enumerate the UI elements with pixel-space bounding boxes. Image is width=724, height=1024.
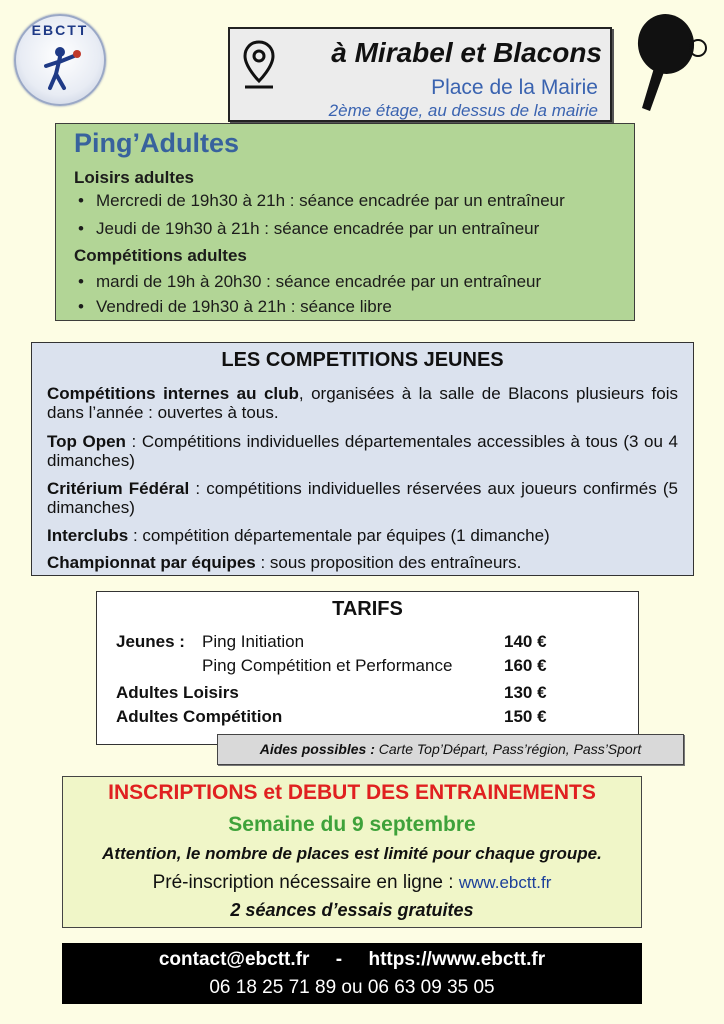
aides-box [217, 734, 684, 765]
contact-email[interactable]: contact@ebctt.fr [158, 949, 310, 970]
competitions-item: • mardi de 19h à 20h30 : séance encadrée par un entraîneur [96, 272, 541, 292]
preinscription-text: Pré-inscription nécessaire en ligne : [152, 872, 459, 893]
contact-separator: - [335, 949, 343, 970]
youth-item [47, 432, 678, 470]
competitions-item: • Vendredi de 19h30 à 21h : séance libre [96, 297, 392, 317]
youth-item-text: , organisées à la salle de Blacons plusieurs fois dans l’année : ouvertes à tous. [47, 384, 678, 422]
youth-item [47, 479, 678, 517]
tarif-label: Ping Initiation [202, 632, 305, 651]
free-sessions: 2 séances d’essais gratuites [230, 900, 474, 920]
tarifs-title: TARIFS [332, 598, 403, 620]
preinscription-link[interactable]: www.ebctt.fr [458, 873, 552, 892]
youth-item-text: : Compétitions individuelles départementales accessibles à tous (3 ou 4 dimanches) [47, 432, 678, 470]
tarifs-section [96, 591, 639, 745]
youth-title: LES COMPETITIONS JEUNES [221, 349, 504, 371]
contact-website[interactable]: https://www.ebctt.fr [368, 949, 546, 970]
loisirs-title: Loisirs adultes [74, 168, 194, 187]
tarif-price: 140 € [504, 632, 547, 651]
youth-item-term: Championnat par équipes [47, 553, 256, 572]
tarif-price: 130 € [504, 683, 547, 702]
youth-item-term: Critérium Fédéral [47, 479, 190, 498]
location-floor: 2ème étage, au dessus de la mairie [328, 101, 598, 120]
tarif-price: 150 € [504, 707, 547, 726]
inscriptions-week: Semaine du 9 septembre [228, 813, 476, 836]
youth-competitions-section [31, 342, 694, 576]
youth-item-text: : compétition départementale par équipes (1 dimanche) [128, 526, 550, 545]
inscriptions-warning: Attention, le nombre de places est limité pour chaque groupe. [102, 844, 602, 863]
tarif-label: Ping Compétition et Performance [202, 656, 453, 675]
tarif-label: Adultes Loisirs [116, 683, 239, 702]
tarif-label: Adultes Compétition [116, 707, 283, 726]
competitions-title: Compétitions adultes [74, 246, 247, 265]
location-title: à Mirabel et Blacons [331, 37, 602, 68]
contact-line [62, 949, 642, 971]
loisirs-item: • Mercredi de 19h30 à 21h : séance encadrée par un entraîneur [96, 191, 565, 211]
paddle-icon [628, 8, 708, 118]
aides-label: Aides possibles : [259, 741, 375, 757]
youth-item-term: Interclubs [47, 526, 129, 545]
tarif-jeunes-label: Jeunes : [116, 632, 185, 651]
youth-item [47, 384, 678, 422]
aides-text: Carte Top’Départ, Pass’région, Pass’Sport [374, 741, 642, 757]
loisirs-item: • Jeudi de 19h30 à 21h : séance encadrée par un entraîneur [96, 219, 539, 239]
club-logo [14, 14, 106, 106]
inscriptions-section [62, 776, 642, 928]
location-header [228, 27, 612, 122]
logo-text: EBCTT [31, 22, 89, 38]
youth-item [47, 526, 678, 545]
ping-pong-player-logo-icon [30, 38, 90, 98]
adults-title: Ping’Adultes [74, 128, 240, 158]
youth-item-term: Compétitions internes au club [47, 384, 299, 403]
youth-item [47, 553, 678, 572]
contact-phones: 06 18 25 71 89 ou 06 63 09 35 05 [209, 977, 495, 998]
tarif-price: 160 € [504, 656, 547, 675]
location-place: Place de la Mairie [431, 76, 598, 99]
preinscription-line [63, 872, 641, 894]
youth-item-text: : sous proposition des entraîneurs. [255, 553, 522, 572]
adults-section [55, 123, 635, 321]
inscriptions-title: INSCRIPTIONS et DEBUT DES ENTRAINEMENTS [108, 781, 596, 804]
youth-item-term: Top Open [47, 432, 126, 451]
youth-item-text: : compétitions individuelles réservées aux joueurs confirmés (5 dimanches) [47, 479, 678, 517]
contact-footer [62, 943, 642, 1004]
